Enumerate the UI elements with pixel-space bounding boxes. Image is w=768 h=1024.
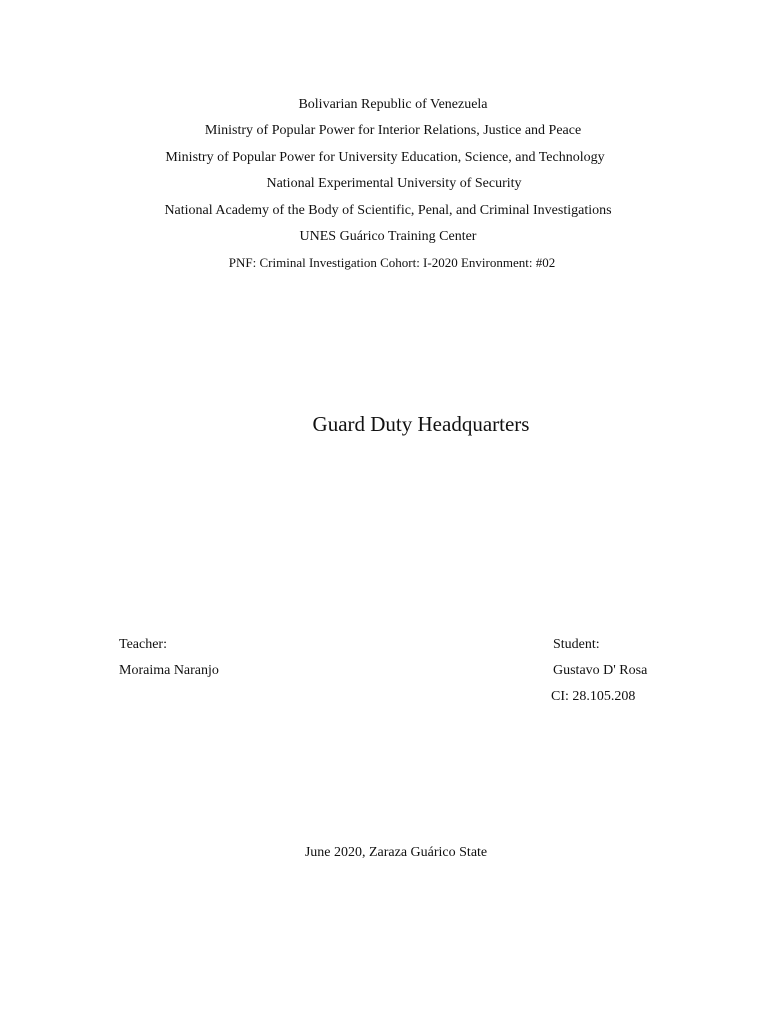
header-line-program: PNF: Criminal Investigation Cohort: I-2020 Environment: #02 <box>228 255 556 271</box>
header-line-academy: National Academy of the Body of Scientific, Penal, and Criminal Investigations <box>164 202 612 218</box>
teacher-block <box>119 632 219 684</box>
header-line-training-center: UNES Guárico Training Center <box>299 228 477 244</box>
date-place: June 2020, Zaraza Guárico State <box>304 845 488 860</box>
header-line-ministry-education: Ministry of Popular Power for University Education, Science, and Technology <box>165 149 605 165</box>
institution-header <box>0 92 768 277</box>
document-title: Guard Duty Headquarters <box>312 412 530 436</box>
student-block <box>553 632 647 710</box>
student-label: Student: <box>553 637 600 652</box>
student-ci: CI: 28.105.208 <box>551 689 636 704</box>
header-line-ministry-interior: Ministry of Popular Power for Interior Relations, Justice and Peace <box>204 123 582 139</box>
teacher-name: Moraima Naranjo <box>119 663 219 678</box>
teacher-label: Teacher: <box>119 637 167 652</box>
header-line-country: Bolivarian Republic of Venezuela <box>298 97 488 112</box>
student-name: Gustavo D' Rosa <box>553 663 648 678</box>
header-line-university: National Experimental University of Security <box>266 176 522 192</box>
